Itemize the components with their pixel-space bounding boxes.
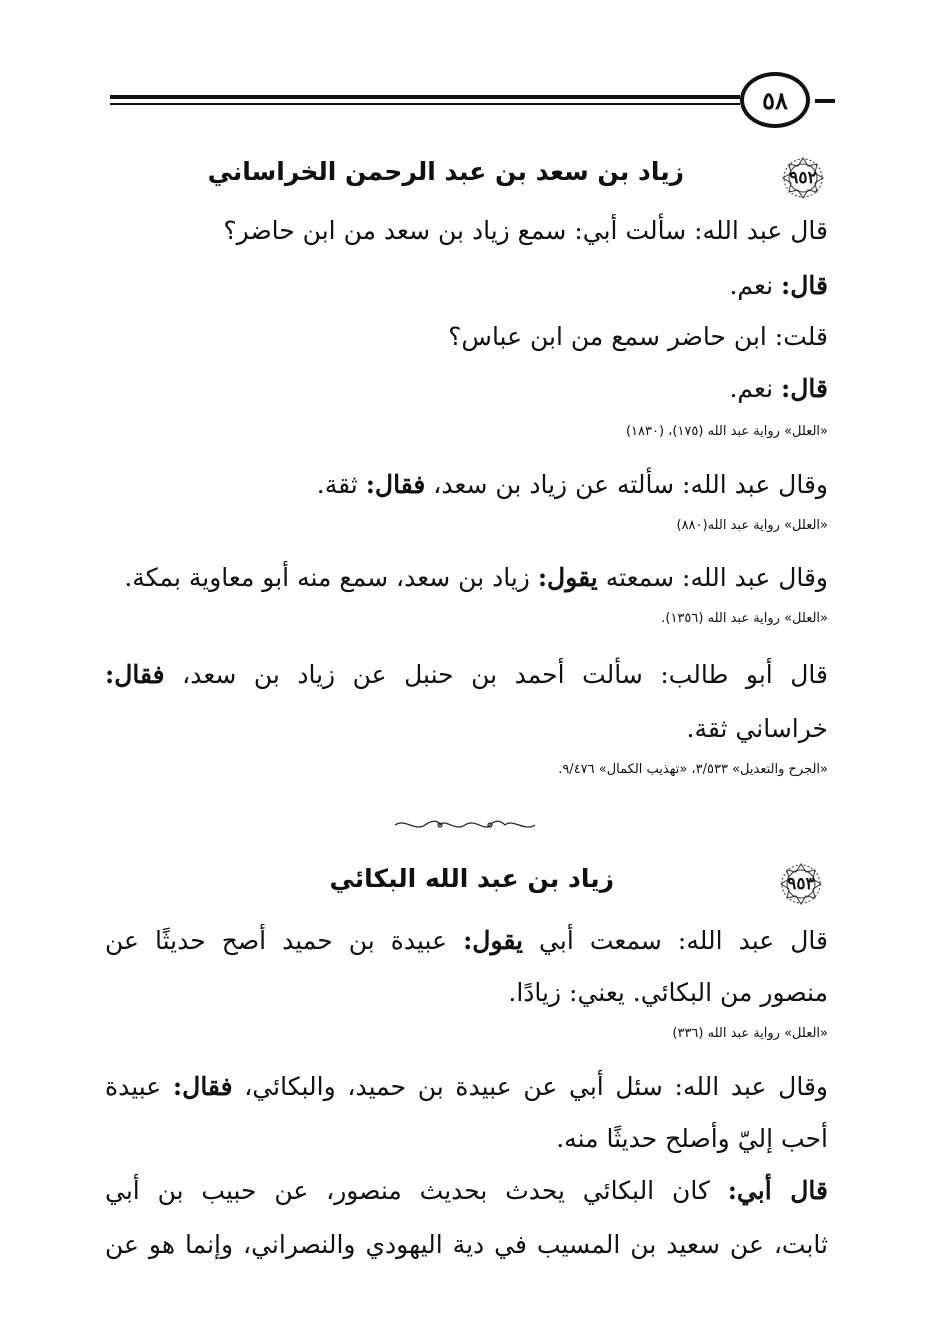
header-rule bbox=[110, 95, 740, 99]
page-number: ٥٨ bbox=[740, 72, 810, 128]
source-citation: «الجرح والتعديل» ٣/٥٣٣، «تهذيب الكمال» ٩/٤٧٦. bbox=[558, 762, 828, 777]
source-citation: «العلل» رواية عبد الله (٣٣٦) bbox=[672, 1026, 828, 1041]
text-line: قال عبد الله: سألت أبي: سمع زياد بن سعد من ابن حاضر؟ bbox=[223, 216, 828, 245]
text-line: قال: نعم. bbox=[729, 271, 828, 300]
text-line: قلت: ابن حاضر سمع من ابن عباس؟ bbox=[448, 322, 828, 351]
text-line: ثابت، عن سعيد بن المسيب في دية اليهودي والنصراني، وإنما هو عن bbox=[105, 1230, 828, 1259]
text-line: قال: نعم. bbox=[729, 374, 828, 403]
text-line: قال أبي: كان البكائي يحدث بحديث منصور، عن حبيب بن أبي bbox=[105, 1176, 828, 1205]
header-rule-end bbox=[815, 99, 835, 103]
entry-number: ٩٥٢ bbox=[789, 168, 817, 188]
source-citation: «العلل» رواية عبد الله (١٧٥)، (١٨٣٠) bbox=[625, 424, 828, 439]
source-citation: «العلل» رواية عبد الله (١٣٥٦). bbox=[661, 611, 828, 626]
entry-title: زياد بن عبد الله البكائي bbox=[329, 864, 614, 893]
header-rule-thin bbox=[110, 103, 740, 105]
text-line: أحب إليّ وأصلح حديثًا منه. bbox=[556, 1124, 828, 1153]
entry-title: زياد بن سعد بن عبد الرحمن الخراساني bbox=[207, 157, 684, 186]
entry-number: ٩٥٣ bbox=[787, 874, 815, 894]
text-line: قال أبو طالب: سألت أحمد بن حنبل عن زياد بن سعد، فقال: bbox=[105, 660, 828, 689]
text-line: خراساني ثقة. bbox=[686, 714, 828, 743]
source-citation: «العلل» رواية عبد الله(٨٨٠) bbox=[676, 518, 828, 533]
entry-number-badge bbox=[773, 862, 829, 906]
text-line: وقال عبد الله: سألته عن زياد بن سعد، فقال: ثقة. bbox=[316, 470, 828, 499]
text-line: وقال عبد الله: سئل أبي عن عبيدة بن حميد، والبكائي، فقال: عبيدة bbox=[105, 1072, 828, 1101]
text-line: قال عبد الله: سمعت أبي يقول: عبيدة بن حميد أصح حديثًا عن bbox=[105, 926, 828, 955]
separator-ornament-icon bbox=[390, 818, 540, 832]
text-line: وقال عبد الله: سمعته يقول: زياد بن سعد، سمع منه أبو معاوية بمكة. bbox=[124, 563, 828, 592]
text-line: منصور من البكائي. يعني: زيادًا. bbox=[508, 978, 828, 1007]
entry-number-badge bbox=[775, 156, 831, 200]
